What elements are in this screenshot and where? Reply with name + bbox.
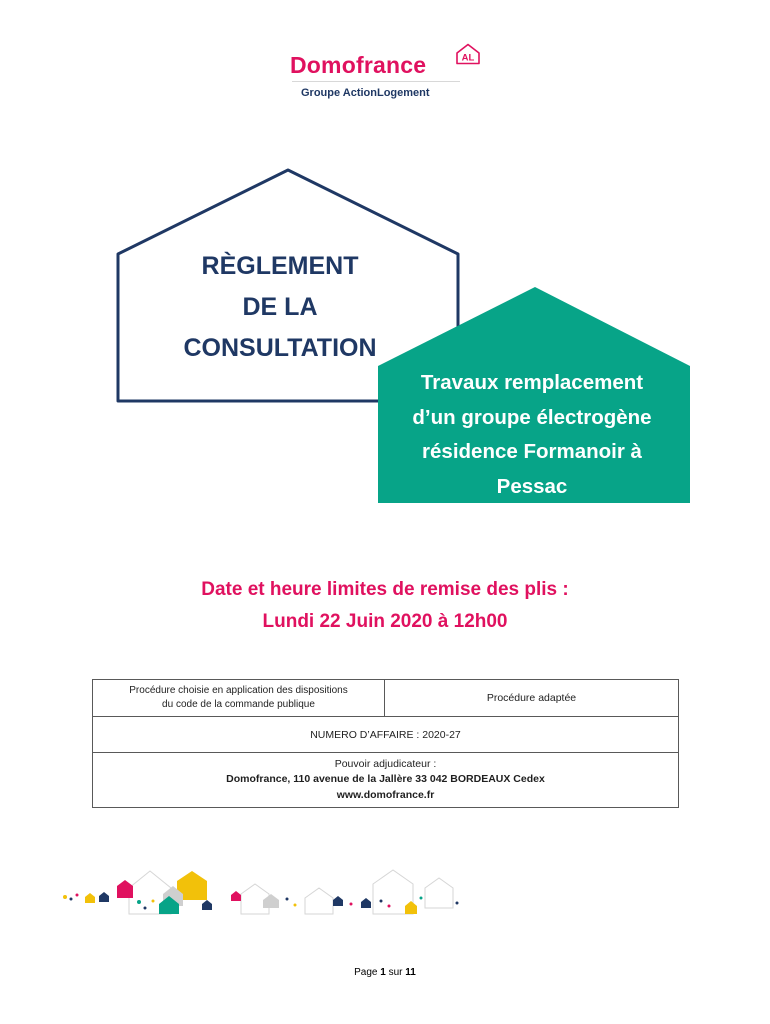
table-row bbox=[93, 753, 679, 808]
procedure-label-cell bbox=[93, 680, 385, 717]
table-row bbox=[93, 680, 679, 717]
project-line-1: Travaux remplacement bbox=[420, 371, 644, 394]
deadline-block bbox=[0, 574, 770, 638]
pouvoir-label: Pouvoir adjudicateur : bbox=[334, 757, 437, 770]
project-line-4: Pessac bbox=[496, 474, 568, 498]
deadline-label: Date et heure limites de remise des plis : bbox=[201, 579, 569, 600]
footer-houses-illustration bbox=[55, 868, 465, 920]
pouvoir-website-link[interactable]: www.domofrance.fr bbox=[336, 788, 435, 801]
document-title bbox=[120, 246, 440, 369]
deadline-date: Lundi 22 Juin 2020 à 12h00 bbox=[262, 611, 508, 632]
affaire-cell bbox=[93, 717, 679, 753]
logo-wordmark: Domofrance bbox=[290, 52, 427, 78]
project-title bbox=[372, 366, 692, 504]
page-current: 1 bbox=[380, 967, 386, 978]
pouvoir-address: Domofrance, 110 avenue de la Jallère 33 042 BORDEAUX Cedex bbox=[226, 773, 545, 786]
page-prefix: Page bbox=[354, 967, 378, 978]
logo-group-name: Groupe ActionLogement bbox=[301, 87, 430, 99]
page-total: 11 bbox=[405, 967, 416, 978]
title-line-2: DE LA bbox=[242, 293, 318, 321]
procedure-value-cell bbox=[385, 680, 679, 717]
pouvoir-cell bbox=[93, 753, 679, 808]
table-row bbox=[93, 717, 679, 753]
project-line-3: résidence Formanoir à bbox=[422, 440, 642, 463]
info-table bbox=[92, 679, 679, 808]
affaire-number: NUMERO D’AFFAIRE : 2020-27 bbox=[310, 728, 461, 741]
al-badge-text: AL bbox=[461, 52, 475, 64]
procedure-value: Procédure adaptée bbox=[486, 692, 577, 704]
page-number bbox=[0, 967, 770, 978]
project-line-2: d’un groupe électrogène bbox=[412, 405, 652, 429]
title-line-3: CONSULTATION bbox=[183, 334, 377, 362]
procedure-label-line-2: du code de la commande publique bbox=[162, 699, 315, 710]
page-mid: sur bbox=[388, 967, 403, 978]
procedure-label-line-1: Procédure choisie en application des dispositions bbox=[129, 685, 348, 696]
title-line-1: RÈGLEMENT bbox=[201, 252, 359, 280]
